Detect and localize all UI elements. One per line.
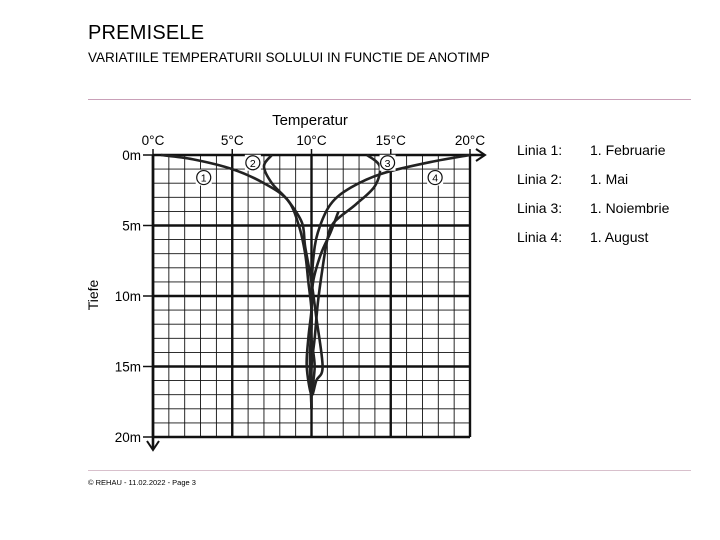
legend-item <box>517 229 669 258</box>
legend-date: 1. August <box>590 229 649 245</box>
footer: © REHAU - 11.02.2022 - Page 3 <box>88 478 196 487</box>
legend-line-name: Linia 2: <box>517 171 563 187</box>
slide-subtitle: VARIATIILE TEMPERATURII SOLULUI IN FUNCTIE DE ANOTIMP <box>88 50 490 65</box>
legend-date: 1. Mai <box>590 171 629 187</box>
top-divider <box>88 99 691 100</box>
legend-date: 1. Februarie <box>590 142 666 158</box>
legend-item <box>517 171 669 200</box>
legend-line-name: Linia 1: <box>517 142 563 158</box>
legend-item <box>517 142 669 171</box>
y-axis-label: Tiefe <box>85 279 101 311</box>
x-tick-label: 0°C <box>141 133 165 148</box>
x-tick-label: 10°C <box>296 133 327 148</box>
bottom-divider <box>88 470 691 471</box>
legend <box>517 142 669 258</box>
curve-marker-label: 1 <box>200 172 207 185</box>
legend-line-name: Linia 3: <box>517 200 563 216</box>
slide-title: PREMISELE <box>88 22 205 44</box>
y-tick-label: 15m <box>114 359 141 375</box>
x-tick-label: 15°C <box>375 133 406 148</box>
temperature-depth-chart <box>80 105 500 455</box>
curve-marker-label: 3 <box>384 157 391 170</box>
x-tick-label: 5°C <box>220 133 244 148</box>
curve-marker-label: 4 <box>432 172 439 185</box>
y-tick-label: 0m <box>122 148 141 163</box>
x-tick-label: 20°C <box>454 133 486 148</box>
y-tick-label: 10m <box>114 289 141 304</box>
legend-date: 1. Noiembrie <box>590 200 670 216</box>
y-tick-label: 20m <box>114 430 141 445</box>
legend-line-name: Linia 4: <box>517 229 563 245</box>
curve-marker-label: 2 <box>249 157 256 170</box>
chart-title: Temperatur <box>272 112 348 129</box>
y-tick-label: 5m <box>122 218 141 234</box>
legend-item <box>517 200 669 229</box>
